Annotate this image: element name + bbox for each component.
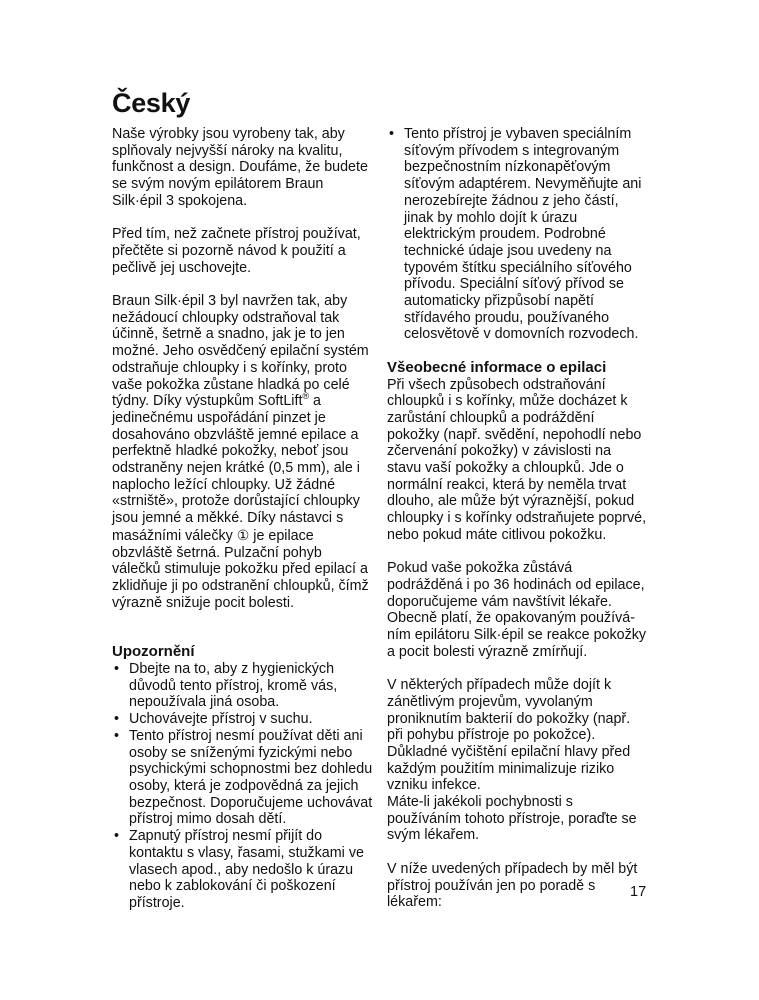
- instructions-paragraph: Před tím, než začnete přístroj používat, přečtěte si pozorně návod k použití a pečlivě jej uschovejte.: [112, 226, 361, 276]
- general-info-heading: Všeobecné informace o epilaci: [387, 358, 607, 376]
- list-item-text: Uchovávejte přístroj v suchu.: [129, 711, 313, 728]
- bullet-icon: •: [114, 711, 120, 728]
- list-item: [112, 828, 374, 912]
- description-paragraph: [112, 293, 374, 611]
- page-title: Český: [112, 88, 191, 118]
- list-item-text: Dbejte na to, aby z hygienických důvodů tento přístroj, kromě vás, nepoužívala jiná osoba.: [129, 661, 338, 711]
- warnings-heading: Upozornění: [112, 643, 195, 661]
- page-number: 17: [630, 884, 647, 900]
- bullet-icon: •: [114, 727, 120, 744]
- right-column: [387, 126, 649, 911]
- bullet-icon: •: [114, 828, 120, 845]
- circled-one-symbol: ①: [236, 526, 250, 543]
- irritation-paragraph: Pokud vaše pokožka zůstává podrážděná i po 36 hodinách od epilace, doporučujeme vám navštívit lékaře. Obecně platí, že opakovaným používá-ním epilátoru Silk·épil se reakce pokožky a pocit bolesti výrazně zmírňují.: [387, 560, 647, 660]
- list-item: [387, 126, 649, 343]
- list-item: [112, 661, 374, 711]
- bullet-icon: •: [114, 661, 120, 678]
- list-item-text: Tento přístroj je vybaven speciálním síťovým přívodem s integrovaným bezpečnostním nízkonapěťovým síťovým adaptérem. Nevyměňujte ani nerozebírejte žádnou z jeho částí, jinak by mohlo dojít k úrazu elektrickým proudem. Podrobné technické údaje jsou uvedeny na typovém štítku speciálního síťového přívodu. Speciální síťový přívod se automaticky přizpůsobí napětí střídavého proudu, používaného celosvětově v domovních rozvodech.: [404, 126, 642, 343]
- doubts-paragraph: Máte-li jakékoli pochybnosti s používáním tohoto přístroje, poraďte se svým lékařem.: [387, 794, 637, 844]
- registered-mark: ®: [302, 391, 310, 402]
- list-item-text: Tento přístroj nesmí používat děti ani osoby se sníženými fyzickými nebo psychickými schopnostmi bez dohledu osoby, která je zodpovědná za jejich bezpečnost. Doporučujeme uchovávat přístroj mimo dosah dětí.: [129, 727, 373, 828]
- left-column: [112, 126, 374, 912]
- list-item: [112, 728, 374, 828]
- consult-doctor-paragraph: V níže uvedených případech by měl být přístroj používán jen po poradě s lékařem:: [387, 860, 638, 911]
- intro-paragraph: Naše výrobky jsou vyrobeny tak, aby splňovaly nejvyšší nároky na kvalitu, funkčnost a design. Doufáme, že budete se svým novým epilátorem Braun Silk·épil 3 spokojena.: [112, 126, 368, 209]
- description-text-c: je epilace obzvláště šetrná. Pulzační pohyb válečků stimuluje pokožku před epilací a zklidňuje ji po odstranění chloupků, čímž výrazně snižuje pocit bolesti.: [112, 527, 369, 611]
- description-text-b: a jedinečnému uspořádání pinzet je dosahováno obzvláště jemné epilace a perfektně hladké pokožky, neboť jsou odstraněny nejen krátké (0,5 mm), ale i naplocho ležící chloupky. Už žádné «strniště», protože dorůstající chloupky jsou jemné a měkké. Díky nástavci s masážními válečky: [112, 393, 360, 544]
- bullet-icon: •: [389, 126, 395, 142]
- list-item: [112, 711, 374, 728]
- list-item-text: Zapnutý přístroj nesmí přijít do kontaktu s vlasy, řasami, stužkami ve vlasech apod., aby nedošlo k úrazu nebo k zablokování či poškození přístroje.: [129, 828, 364, 911]
- infection-paragraph: V některých případech může dojít k zánětlivým projevům, vyvolaným proniknutím bakterií do pokožky (např. při pohybu přístroje po pokožce). Důkladné vyčištění epilační hlavy před každým použitím minimalizuje riziko vzniku infekce.: [387, 677, 631, 794]
- warnings-list: [112, 661, 374, 912]
- general-info-paragraph: Při všech způsobech odstraňování chloupků i s kořínky, může docházet k zarůstání chloupků a podráždění pokožky (např. svědění, nepohodlí nebo zčervenání pokožky) v závislosti na stavu vaší pokožky a chloupků. Jde o normální reakci, která by neměla trvat dlouho, ale může být výraznější, pokud chloupky i s kořínky odstraňujete poprvé, nebo pokud máte citlivou pokožku.: [387, 376, 647, 543]
- power-supply-list: [387, 126, 649, 343]
- description-text-a: Braun Silk·épil 3 byl navržen tak, aby nežádoucí chloupky odstraňoval tak účinně, šetrně a snadno, jak je to jen možné. Jeho osvědčený epilační systém odstraňuje chloupky i s kořínky, proto vaše pokožka zůstane hladká po celé týdny. Díky výstupkům SoftLift: [112, 293, 369, 410]
